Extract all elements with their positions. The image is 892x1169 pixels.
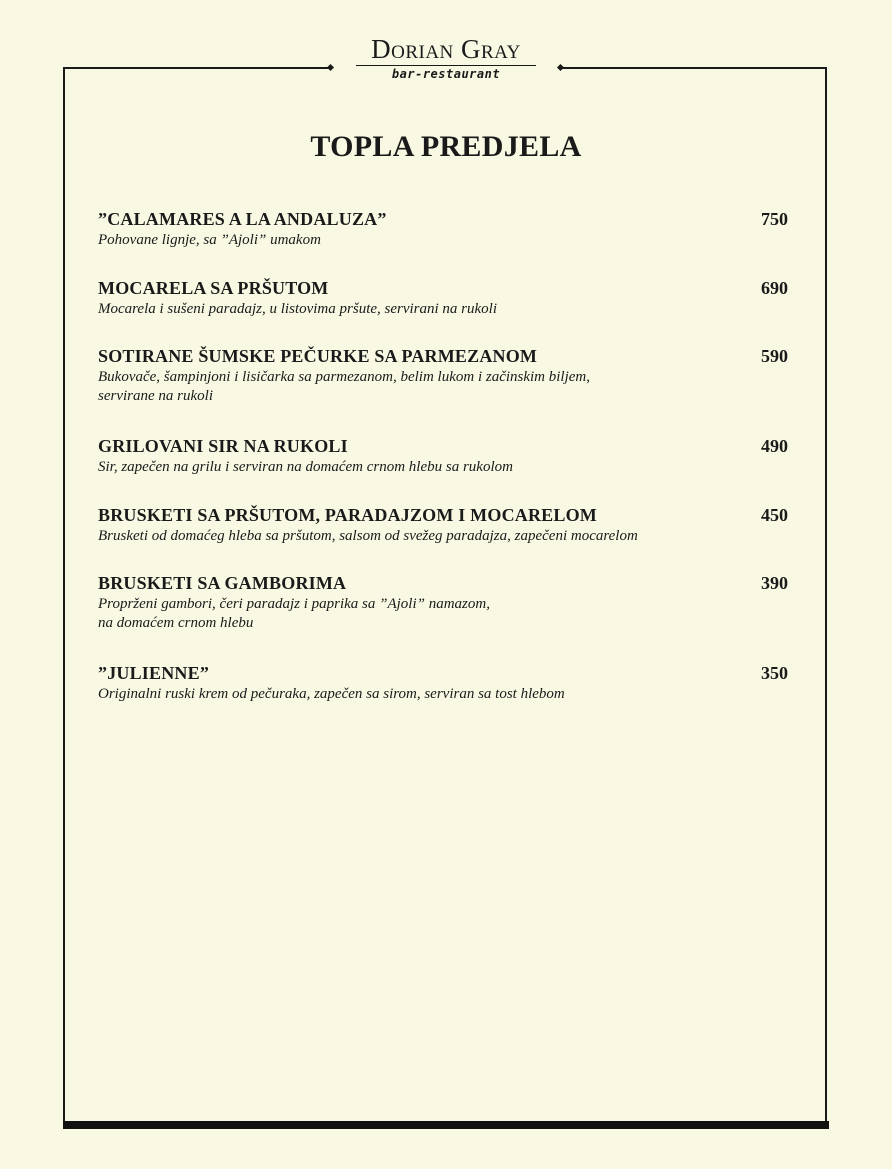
menu-item (98, 435, 790, 477)
menu-item-price: 450 (761, 505, 788, 525)
menu-item-description: Sir, zapečen na grilu i serviran na domaćem crnom hlebu sa rukolom (98, 459, 513, 475)
frame-top-rule-right (561, 67, 827, 69)
menu-item-name: GRILOVANI SIR NA RUKOLI (98, 436, 348, 456)
menu-item-name: MOCARELA SA PRŠUTOM (98, 278, 329, 298)
logo-subtitle: bar-restaurant (391, 67, 501, 81)
frame-bottom-rule (63, 1121, 829, 1129)
menu-item-name: ”JULIENNE” (98, 663, 210, 683)
menu-item-price: 590 (761, 346, 788, 366)
restaurant-logo (346, 34, 546, 81)
menu-item (98, 504, 790, 546)
menu-item-description: Proprženi gambori, čeri paradajz i paprika sa ”Ajoli” namazom, na domaćem crnom hlebu (98, 596, 490, 631)
menu-item-description: Brusketi od domaćeg hleba sa pršutom, salsom od svežeg paradajza, zapečeni mocarelom (98, 528, 638, 544)
menu-item-description: Originalni ruski krem od pečuraka, zapečen sa sirom, serviran sa tost hlebom (98, 686, 565, 702)
menu-item (98, 662, 790, 704)
frame-top-rule-left (63, 67, 331, 69)
menu-item (98, 277, 790, 319)
menu-item (98, 208, 790, 250)
menu-item-name: BRUSKETI SA GAMBORIMA (98, 573, 347, 593)
menu-item (98, 345, 790, 406)
menu-item-description: Mocarela i sušeni paradajz, u listovima pršute, servirani na rukoli (98, 301, 498, 317)
menu-item-price: 350 (761, 663, 788, 683)
logo-name: Dorian Gray (371, 34, 521, 64)
menu-item-name: ”CALAMARES A LA ANDALUZA” (98, 209, 387, 229)
menu-item-name: BRUSKETI SA PRŠUTOM, PARADAJZOM I MOCARELOM (98, 505, 597, 525)
menu-item-description: Bukovače, šampinjoni i lisičarka sa parmezanom, belim lukom i začinskim biljem, servirane na rukoli (98, 369, 591, 404)
menu-item (98, 572, 790, 633)
menu-item-price: 390 (761, 573, 788, 593)
menu-item-description: Pohovane lignje, sa ”Ajoli” umakom (98, 232, 321, 248)
logo-divider (356, 65, 536, 66)
menu-item-name: SOTIRANE ŠUMSKE PEČURKE SA PARMEZANOM (98, 346, 538, 366)
menu-item-price: 690 (761, 278, 788, 298)
menu-item-price: 490 (761, 436, 788, 456)
section-title: TOPLA PREDJELA (310, 130, 582, 163)
menu-item-price: 750 (761, 209, 788, 229)
